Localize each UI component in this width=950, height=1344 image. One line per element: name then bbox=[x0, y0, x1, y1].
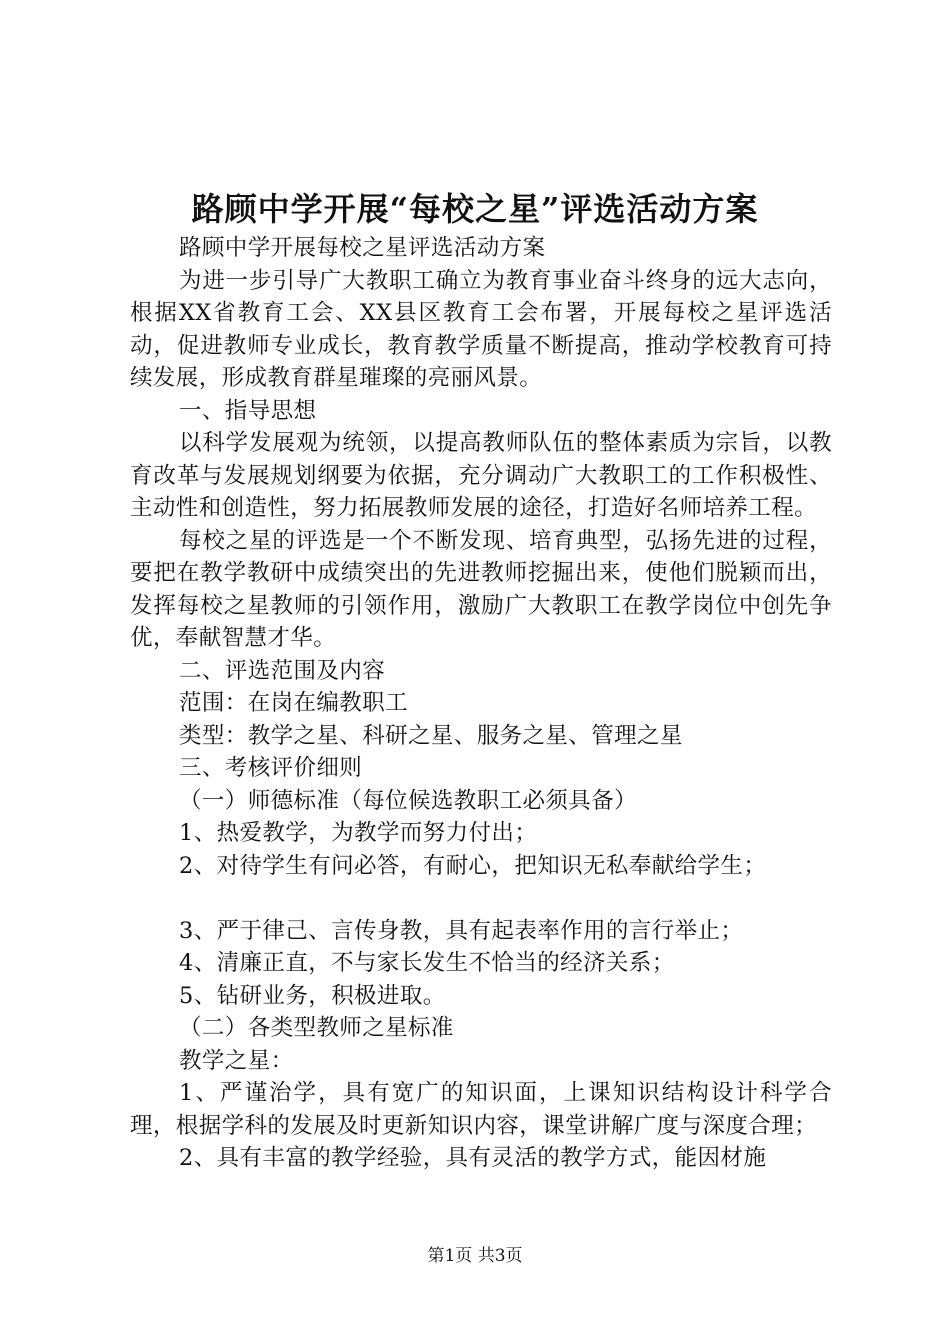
subsection-heading-1: （一）师德标准（每位候选教职工必须具备） bbox=[179, 787, 638, 814]
page-footer: 第1页 共3页 bbox=[427, 1246, 523, 1266]
paragraph-teaching-star-label: 教学之星： bbox=[179, 1047, 294, 1074]
list-item: 1、严谨治学，具有宽广的知识面，上课知识结构设计科学合理，根据学科的发展及时更新知识内容，课堂讲解广度与深度合理； bbox=[130, 1080, 832, 1139]
section-heading-2: 二、评选范围及内容 bbox=[179, 657, 386, 684]
section-heading-3: 三、考核评价细则 bbox=[179, 755, 363, 781]
paragraph-scope: 范围：在岗在编教职工 bbox=[179, 690, 409, 716]
document-body bbox=[130, 232, 832, 1175]
list-item: 2、对待学生有问必答，有耐心，把知识无私奉献给学生； bbox=[179, 852, 767, 879]
list-item: 3、严于律己、言传身教，具有起表率作用的言行举止； bbox=[179, 917, 744, 944]
document-title: 路顾中学开展“每校之星”评选活动方案 bbox=[191, 190, 759, 228]
paragraph-guiding-thought: 以科学发展观为统领，以提高教师队伍的整体素质为宗旨，以教育改革与发展规划纲要为依据，充分调动广大教职工的工作积极性、主动性和创造性，努力拓展教师发展的途径，打造好名师培养工程。 bbox=[130, 430, 832, 521]
list-item: 2、具有丰富的教学经验，具有灵活的教学方式，能因材施 bbox=[179, 1145, 767, 1171]
paragraph-selection-purpose: 每校之星的评选是一个不断发现、培育典型，弘扬先进的过程，要把在教学教研中成绩突出的先进教师挖掘出来，使他们脱颖而出，发挥每校之星教师的引领作用，激励广大教职工在教学岗位中创先争优，奉献智慧才华。 bbox=[130, 527, 832, 651]
paragraph-subtitle: 路顾中学开展每校之星评选活动方案 bbox=[179, 235, 546, 261]
list-item: 4、清廉正直，不与家长发生不恰当的经济关系； bbox=[179, 950, 675, 976]
subsection-heading-2: （二）各类型教师之星标准 bbox=[179, 1015, 454, 1041]
list-item: 5、钻研业务，积极进取。 bbox=[179, 982, 446, 1009]
list-item: 1、热爱教学，为教学而努力付出； bbox=[179, 820, 538, 846]
blank-line bbox=[130, 882, 832, 915]
section-heading-1: 一、指导思想 bbox=[179, 397, 317, 424]
paragraph-types: 类型：教学之星、科研之星、服务之星、管理之星 bbox=[179, 722, 683, 749]
paragraph-intro: 为进一步引导广大教职工确立为教育事业奋斗终身的远大志向，根据XX省教育工会、XX县区教育工会布署，开展每校之星评选活动，促进教师专业成长，教育教学质量不断提高，推动学校教育可持续发展，形成教育群星璀璨的亮丽风景。 bbox=[130, 267, 832, 391]
